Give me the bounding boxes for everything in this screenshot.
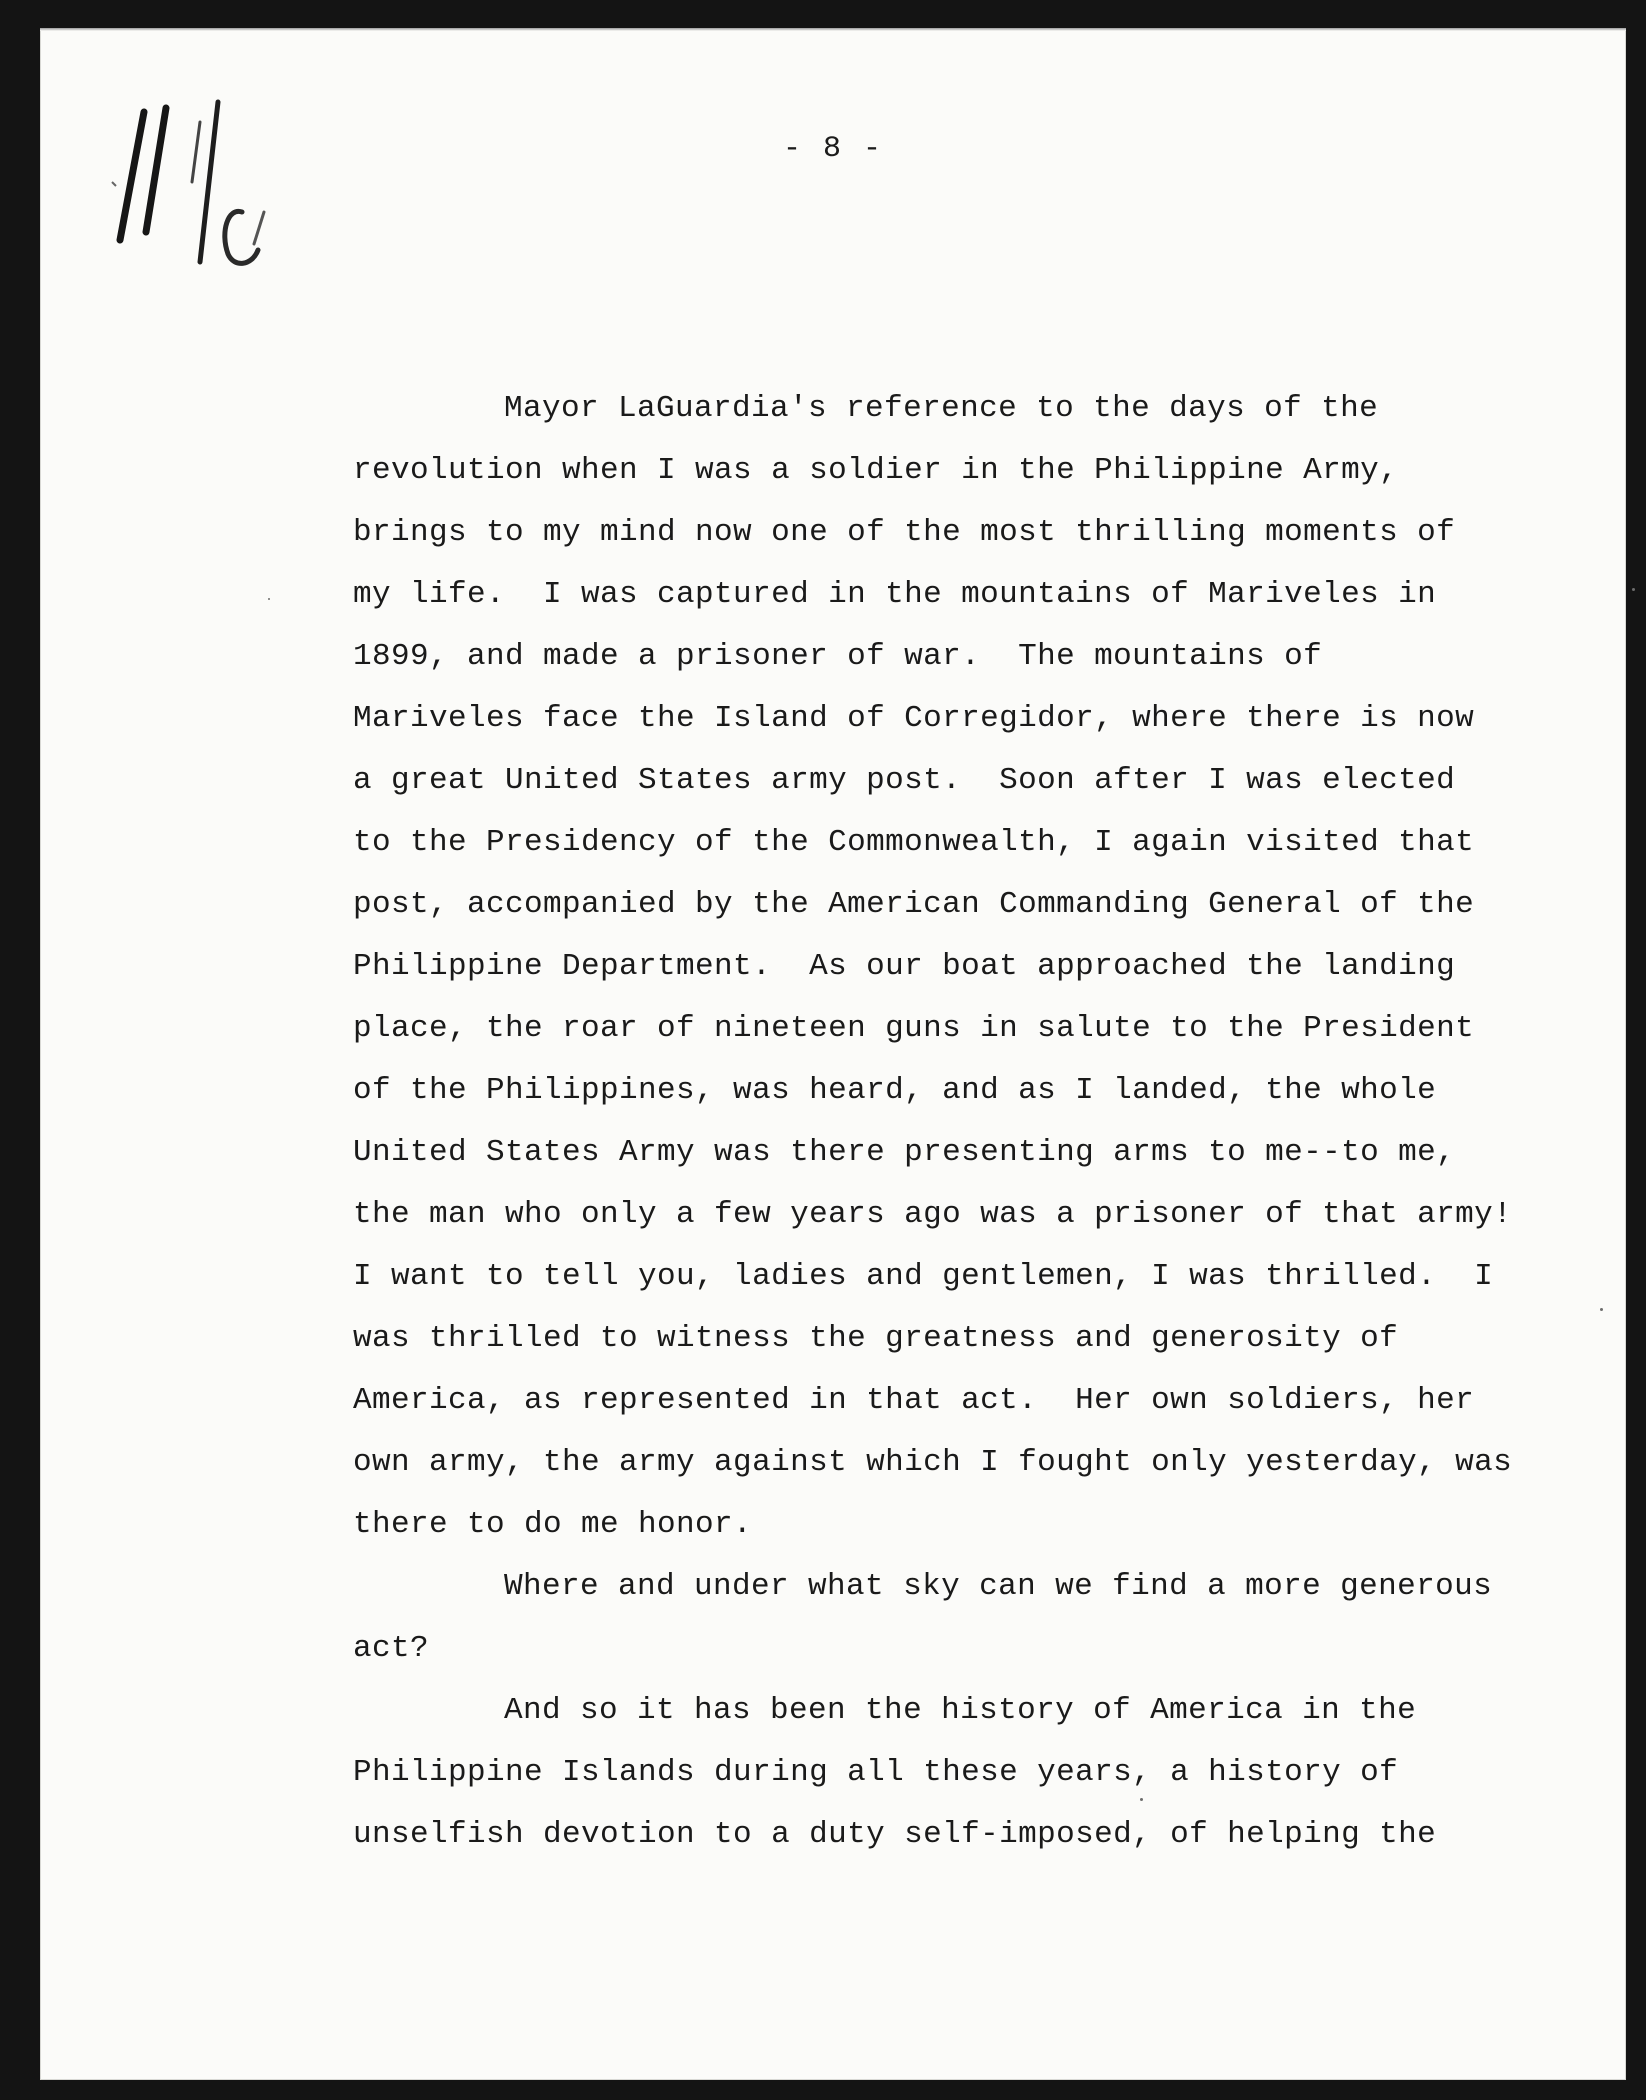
text-line: post, accompanied by the American Commanding General of the	[353, 887, 1475, 922]
body-text	[353, 378, 1593, 1866]
text-line: the man who only a few years ago was a prisoner of that army!	[353, 1197, 1513, 1232]
handwritten-annotation	[92, 62, 352, 302]
text-line: own army, the army against which I fought only yesterday, was	[353, 1445, 1513, 1480]
paper-speck	[1632, 588, 1635, 591]
page-edge	[40, 28, 1626, 31]
text-line: United States Army was there presenting arms to me--to me,	[353, 1135, 1456, 1170]
text-line: act?	[353, 1631, 430, 1666]
paper-speck	[1140, 1798, 1143, 1801]
text-line: America, as represented in that act. Her own soldiers, her	[353, 1383, 1475, 1418]
text-line: a great United States army post. Soon after I was elected	[353, 763, 1456, 798]
text-line: revolution when I was a soldier in the Philippine Army,	[353, 453, 1399, 488]
text-line: unselfish devotion to a duty self-imposed, of helping the	[353, 1817, 1437, 1852]
text-line: of the Philippines, was heard, and as I landed, the whole	[353, 1073, 1437, 1108]
text-line: Philippine Department. As our boat approached the landing	[353, 949, 1456, 984]
paper-speck	[1600, 1308, 1603, 1311]
document-page	[40, 28, 1626, 2080]
paper-speck	[268, 598, 270, 600]
text-line: Where and under what sky can we find a more generous	[504, 1569, 1493, 1604]
text-line: Mayor LaGuardia's reference to the days of the	[504, 391, 1379, 426]
text-line: place, the roar of nineteen guns in salute to the President	[353, 1011, 1475, 1046]
page-number: - 8 -	[782, 132, 883, 166]
text-line: my life. I was captured in the mountains of Mariveles in	[353, 577, 1437, 612]
text-line: to the Presidency of the Commonwealth, I again visited that	[353, 825, 1475, 860]
text-line: 1899, and made a prisoner of war. The mountains of	[353, 639, 1323, 674]
text-line: Philippine Islands during all these years, a history of	[353, 1755, 1399, 1790]
text-line: brings to my mind now one of the most thrilling moments of	[353, 515, 1456, 550]
text-line: I want to tell you, ladies and gentlemen, I was thrilled. I	[353, 1259, 1494, 1294]
text-line: And so it has been the history of America in the	[504, 1693, 1417, 1728]
text-line: was thrilled to witness the greatness and generosity of	[353, 1321, 1399, 1356]
text-line: Mariveles face the Island of Corregidor, where there is now	[353, 701, 1475, 736]
text-line: there to do me honor.	[353, 1507, 753, 1542]
